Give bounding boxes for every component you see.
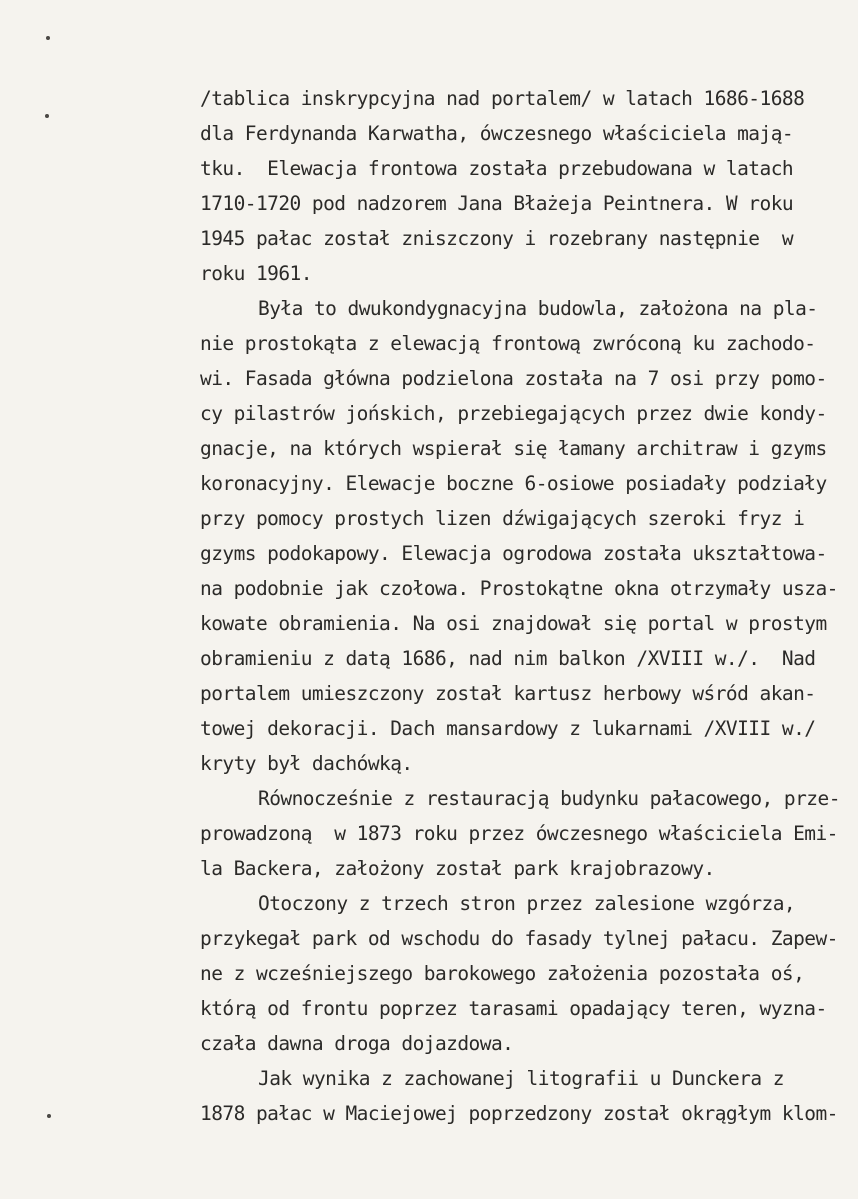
text-line: portalem umieszczony został kartusz herbowy wśród akan- <box>200 682 816 705</box>
text-line: wi. Fasada główna podzielona została na 7 osi przy pomo- <box>200 367 827 390</box>
text-line: przy pomocy prostych lizen dźwigających szeroki fryz i <box>200 507 805 530</box>
text-line: gnacje, na których wspierał się łamany architraw i gzyms <box>200 437 827 460</box>
text-line: kowate obramienia. Na osi znajdował się portal w prostym <box>200 612 827 635</box>
text-line: la Backera, założony został park krajobrazowy. <box>200 857 715 880</box>
text-line: prowadzoną w 1873 roku przez ówczesnego właściciela Emi- <box>200 822 838 845</box>
text-line: czała dawna droga dojazdowa. <box>200 1032 514 1055</box>
text-line: Otoczony z trzech stron przez zalesione wzgórza, <box>258 892 796 915</box>
text-line: Jak wynika z zachowanej litografii u Dunckera z <box>258 1067 784 1090</box>
text-line: koronacyjny. Elewacje boczne 6-osiowe posiadały podziały <box>200 472 827 495</box>
text-line: obramieniu z datą 1686, nad nim balkon /XVIII w./. Nad <box>200 647 816 670</box>
text-line: roku 1961. <box>200 262 312 285</box>
text-line: gzyms podokapowy. Elewacja ogrodowa została ukształtowa- <box>200 542 827 565</box>
text-line: 1945 pałac został zniszczony i rozebrany następnie w <box>200 227 794 250</box>
text-line: cy pilastrów jońskich, przebiegających przez dwie kondy- <box>200 402 827 425</box>
text-line: kryty był dachówką. <box>200 752 413 775</box>
text-line: /tablica inskrypcyjna nad portalem/ w latach 1686-1688 <box>200 87 805 110</box>
text-line: 1710-1720 pod nadzorem Jana Błażeja Peintnera. W roku <box>200 192 794 215</box>
text-line: ne z wcześniejszego barokowego założenia pozostała oś, <box>200 962 805 985</box>
text-line: którą od frontu poprzez tarasami opadający teren, wyzna- <box>200 997 827 1020</box>
text-line: dla Ferdynanda Karwatha, ówczesnego właściciela mają- <box>200 122 794 145</box>
text-line: 1878 pałac w Maciejowej poprzedzony został okrągłym klom- <box>200 1102 838 1125</box>
text-line: nie prostokąta z elewacją frontową zwróconą ku zachodo- <box>200 332 816 355</box>
text-line: na podobnie jak czołowa. Prostokątne okna otrzymały usza- <box>200 577 838 600</box>
text-line: towej dekoracji. Dach mansardowy z lukarnami /XVIII w./ <box>200 717 816 740</box>
text-line: przykegał park od wschodu do fasady tylnej pałacu. Zapew- <box>200 927 838 950</box>
text-line: Była to dwukondygnacyjna budowla, założona na pla- <box>258 297 818 320</box>
text-line: tku. Elewacja frontowa została przebudowana w latach <box>200 157 794 180</box>
text-line: Równocześnie z restauracją budynku pałacowego, prze- <box>258 787 840 810</box>
